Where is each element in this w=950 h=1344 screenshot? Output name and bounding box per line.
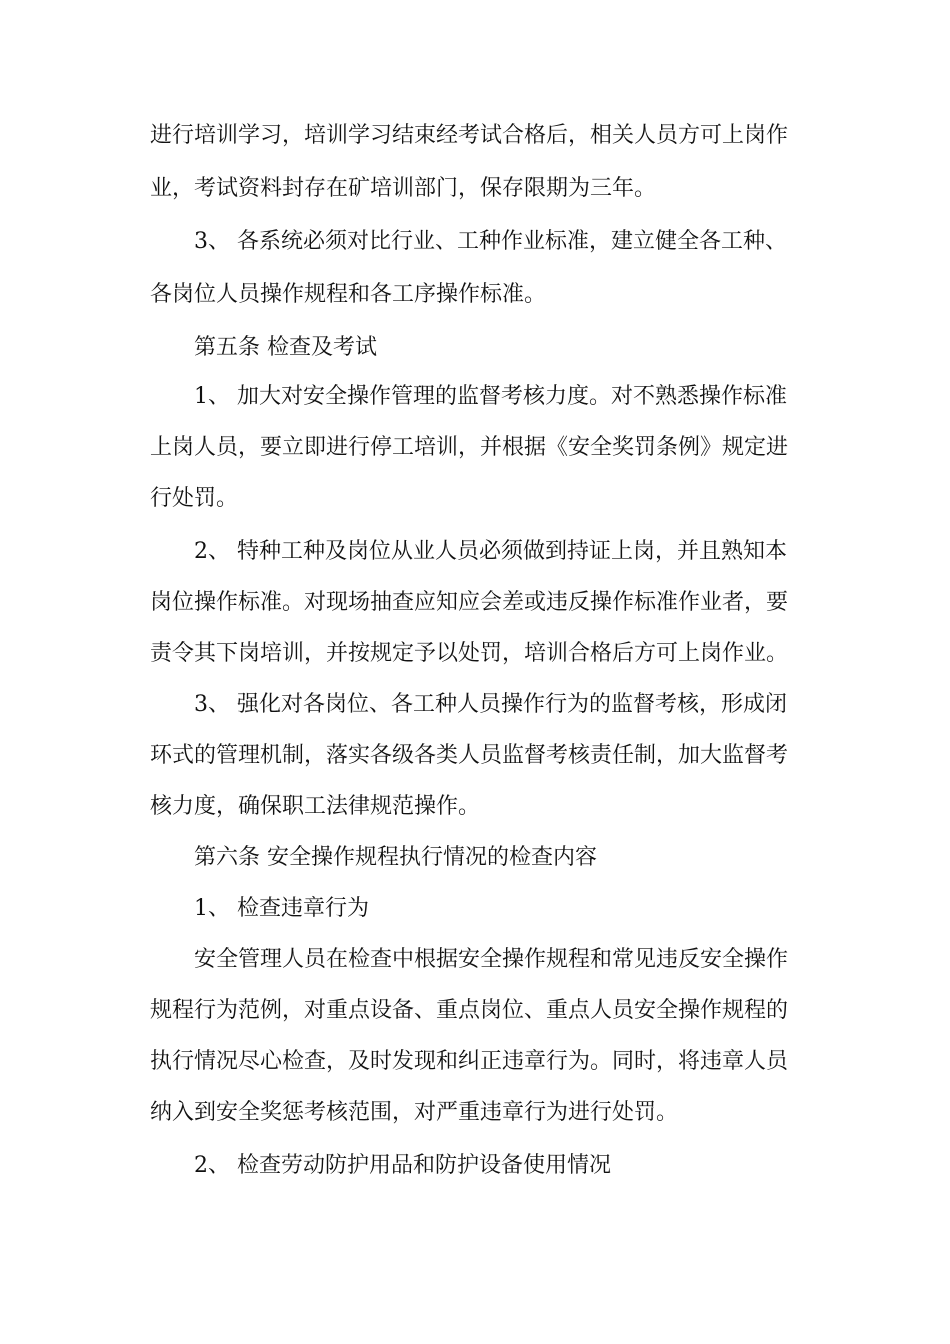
text-line: 岗位操作标准。对现场抽查应知应会差或违反操作标准作业者，要: [150, 590, 789, 615]
text-line: 纳入到安全奖惩考核范围，对严重违章行为进行处罚。: [150, 1100, 679, 1125]
text-line: 各岗位人员操作规程和各工序操作标准。: [150, 282, 547, 307]
text-line: 1、 检查违章行为: [194, 896, 369, 921]
section-heading: 第五条 检查及考试: [194, 335, 377, 360]
text-line: 上岗人员，要立即进行停工培训，并根据《安全奖罚条例》规定进: [150, 435, 789, 460]
text-line: 规程行为范例，对重点设备、重点岗位、重点人员安全操作规程的: [150, 998, 789, 1023]
text-line: 3、 强化对各岗位、各工种人员操作行为的监督考核，形成闭: [194, 692, 787, 717]
text-line: 责令其下岗培训，并按规定予以处罚，培训合格后方可上岗作业。: [150, 641, 789, 666]
text-line: 核力度，确保职工法律规范操作。: [150, 794, 481, 819]
text-line: 安全管理人员在检查中根据安全操作规程和常见违反安全操作: [194, 947, 789, 972]
text-line: 业，考试资料封存在矿培训部门，保存限期为三年。: [150, 176, 657, 201]
text-line: 环式的管理机制，落实各级各类人员监督考核责任制，加大监督考: [150, 743, 789, 768]
text-line: 2、 特种工种及岗位从业人员必须做到持证上岗，并且熟知本: [194, 539, 787, 564]
text-line: 执行情况尽心检查，及时发现和纠正违章行为。同时，将违章人员: [150, 1049, 789, 1074]
section-heading: 第六条 安全操作规程执行情况的检查内容: [194, 845, 597, 870]
text-line: 行处罚。: [150, 486, 239, 511]
text-line: 进行培训学习，培训学习结束经考试合格后，相关人员方可上岗作: [150, 123, 789, 148]
text-line: 1、 加大对安全操作管理的监督考核力度。对不熟悉操作标准: [194, 384, 787, 409]
text-line: 3、 各系统必须对比行业、工种作业标准，建立健全各工种、: [194, 229, 787, 254]
text-line: 2、 检查劳动防护用品和防护设备使用情况: [194, 1153, 611, 1178]
